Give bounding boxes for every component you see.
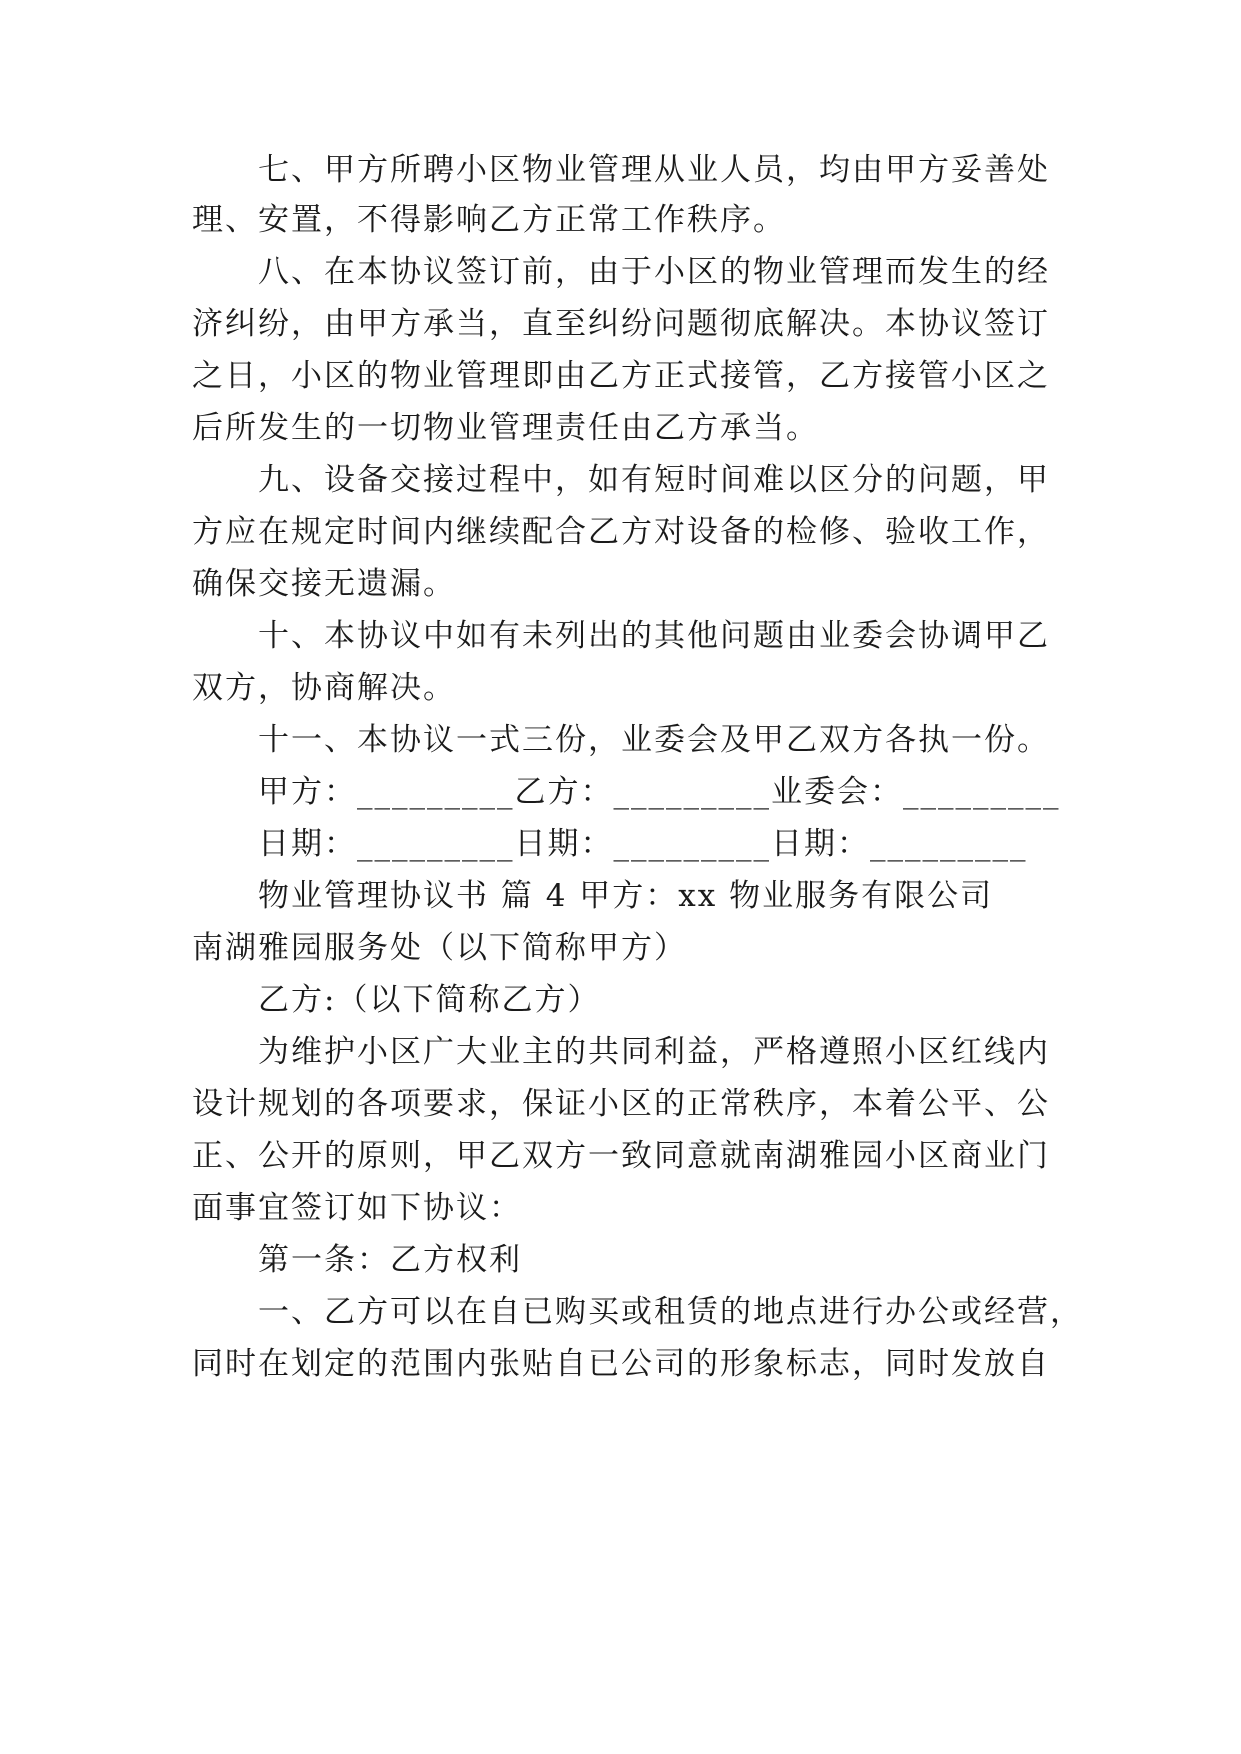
text-line: 八、在本协议签订前，由于小区的物业管理而发生的经 bbox=[258, 254, 1050, 290]
text-line: 方应在规定时间内继续配合乙方对设备的检修、验收工作， bbox=[192, 514, 1050, 550]
text-line: 面事宜签订如下协议： bbox=[192, 1190, 522, 1226]
text-line: 确保交接无遗漏。 bbox=[192, 566, 456, 602]
date-line: 日期：_________日期：_________日期：_________ bbox=[258, 826, 1028, 862]
text-line: 七、甲方所聘小区物业管理从业人员，均由甲方妥善处 bbox=[258, 152, 1050, 188]
signature-line: 甲方：_________乙方：_________业委会：_________ bbox=[258, 774, 1061, 810]
article-heading: 第一条：乙方权利 bbox=[258, 1242, 522, 1278]
text-line: 同时在划定的范围内张贴自已公司的形象标志，同时发放自 bbox=[192, 1346, 1050, 1382]
text-line: 十一、本协议一式三份，业委会及甲乙双方各执一份。 bbox=[258, 722, 1050, 758]
text-line: 一、乙方可以在自已购买或租赁的地点进行办公或经营， bbox=[258, 1294, 1083, 1330]
text-line: 之日，小区的物业管理即由乙方正式接管，乙方接管小区之 bbox=[192, 358, 1050, 394]
text-line: 乙方:（以下简称乙方） bbox=[258, 982, 601, 1018]
text-line: 九、设备交接过程中，如有短时间难以区分的问题，甲 bbox=[258, 462, 1050, 498]
text-line: 为维护小区广大业主的共同利益，严格遵照小区红线内 bbox=[258, 1034, 1050, 1070]
text-line: 南湖雅园服务处（以下简称甲方） bbox=[192, 930, 687, 966]
text-line: 双方，协商解决。 bbox=[192, 670, 456, 706]
text-line: 设计规划的各项要求，保证小区的正常秩序，本着公平、公 bbox=[192, 1086, 1050, 1122]
text-line: 正、公开的原则，甲乙双方一致同意就南湖雅园小区商业门 bbox=[192, 1138, 1050, 1174]
text-line: 后所发生的一切物业管理责任由乙方承当。 bbox=[192, 410, 819, 446]
section-heading: 物业管理协议书 篇 4 甲方：xx 物业服务有限公司 bbox=[258, 878, 994, 914]
text-line: 十、本协议中如有未列出的其他问题由业委会协调甲乙 bbox=[258, 618, 1050, 654]
text-line: 济纠纷，由甲方承当，直至纠纷问题彻底解决。本协议签订 bbox=[192, 306, 1050, 342]
text-line: 理、安置，不得影响乙方正常工作秩序。 bbox=[192, 202, 786, 238]
